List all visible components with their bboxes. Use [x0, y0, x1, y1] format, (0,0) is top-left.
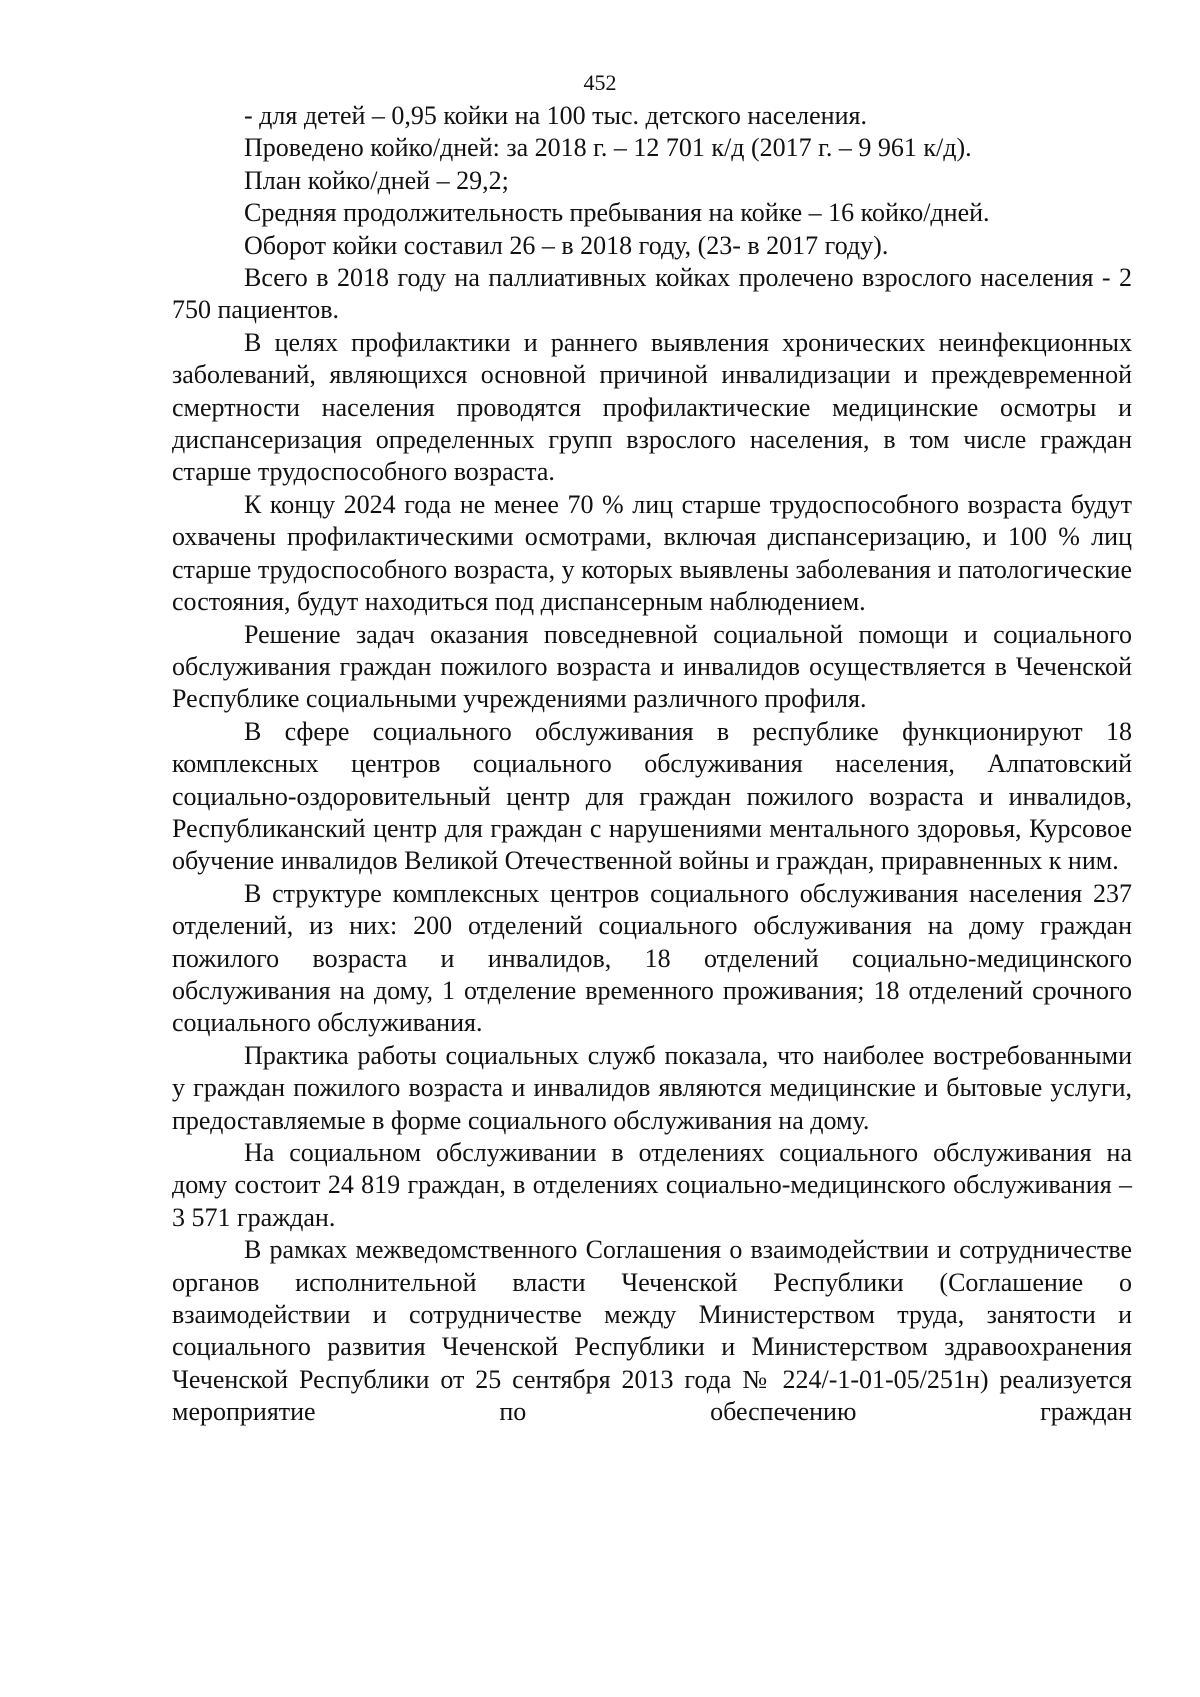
- paragraph-beds-children: - для детей – 0,95 койки на 100 тыс. детского населения.: [244, 101, 867, 130]
- paragraph-practice: Практика работы социальных служб показала, что наиболее востребованными у граждан пожилого возраста и инвалидов являются медицинские и бытовые услуги, предоставляемые в форме социального обслуживания на дому.: [172, 1040, 1132, 1135]
- paragraph-prevention: В целях профилактики и раннего выявления хронических неинфекционных заболеваний, являющихся основной причиной инвалидизации и преждевременной смертности населения проводятся профилактические медицинские осмотры и диспансеризация определенных групп взрослого населения, в том числе граждан старше трудоспособного возраста.: [172, 327, 1132, 487]
- paragraph-bed-days-plan: План койко/дней – 29,2;: [244, 165, 509, 195]
- paragraph-bed-turnover: Оборот койки составил 26 – в 2018 году, (23- в 2017 году).: [244, 230, 889, 260]
- paragraph-social-institutions: В сфере социального обслуживания в республике функционируют 18 комплексных центров социального обслуживания населения, Алпатовский социально-оздоровительный центр для граждан пожилого возраста и инвалидов, Республиканский центр для граждан с нарушениями ментального здоровья, Курсовое обучение инвалидов Великой Отечественной войны и граждан, приравненных к ним.: [172, 716, 1132, 876]
- page-number: 452: [583, 70, 617, 95]
- paragraph-social-assistance: Решение задач оказания повседневной социальной помощи и социального обслуживания граждан пожилого возраста и инвалидов осуществляется в Чеченской Республике социальными учреждениями различного профиля.: [172, 619, 1132, 714]
- paragraph-palliative-patients: Всего в 2018 году на паллиативных койках пролечено взрослого населения - 2 750 пациентов.: [172, 263, 1132, 325]
- paragraph-2024-target: К концу 2024 года не менее 70 % лиц старше трудоспособного возраста будут охвачены профилактическими осмотрами, включая диспансеризацию, и 100 % лиц старше трудоспособного возраста, у которых выявлены заболевания и патологические состояния, будут находиться под диспансерным наблюдением.: [172, 489, 1132, 617]
- paragraph-interagency-agreement: В рамках межведомственного Соглашения о взаимодействии и сотрудничестве органов исполнительной власти Чеченской Республики (Соглашение о взаимодействии и сотрудничестве между Министерством труда, занятости и социального развития Чеченской Республики и Министерством здравоохранения Чеченской Республики от 25 сентября 2013 года № 224/-1-01-05/251н) реализуется мероприятие по обеспечению граждан: [172, 1235, 1132, 1427]
- document-body: [172, 100, 1132, 1429]
- paragraph-home-service-count: На социальном обслуживании в отделениях социального обслуживания на дому состоит 24 819 граждан, в отделениях социально-медицинского обслуживания – 3 571 граждан.: [172, 1138, 1132, 1232]
- paragraph-bed-days: Проведено койко/дней: за 2018 г. – 12 701 к/д (2017 г. – 9 961 к/д).: [244, 133, 972, 163]
- paragraph-average-stay: Средняя продолжительность пребывания на койке – 16 койко/дней.: [244, 198, 990, 228]
- paragraph-center-structure: В структуре комплексных центров социального обслуживания населения 237 отделений, из них: 200 отделений социального обслуживания на дому граждан пожилого возраста и инвалидов, 18 отделений социально-медицинского обслуживания на дому, 1 отделение временного проживания; 18 отделений срочного социального обслуживания.: [172, 878, 1132, 1038]
